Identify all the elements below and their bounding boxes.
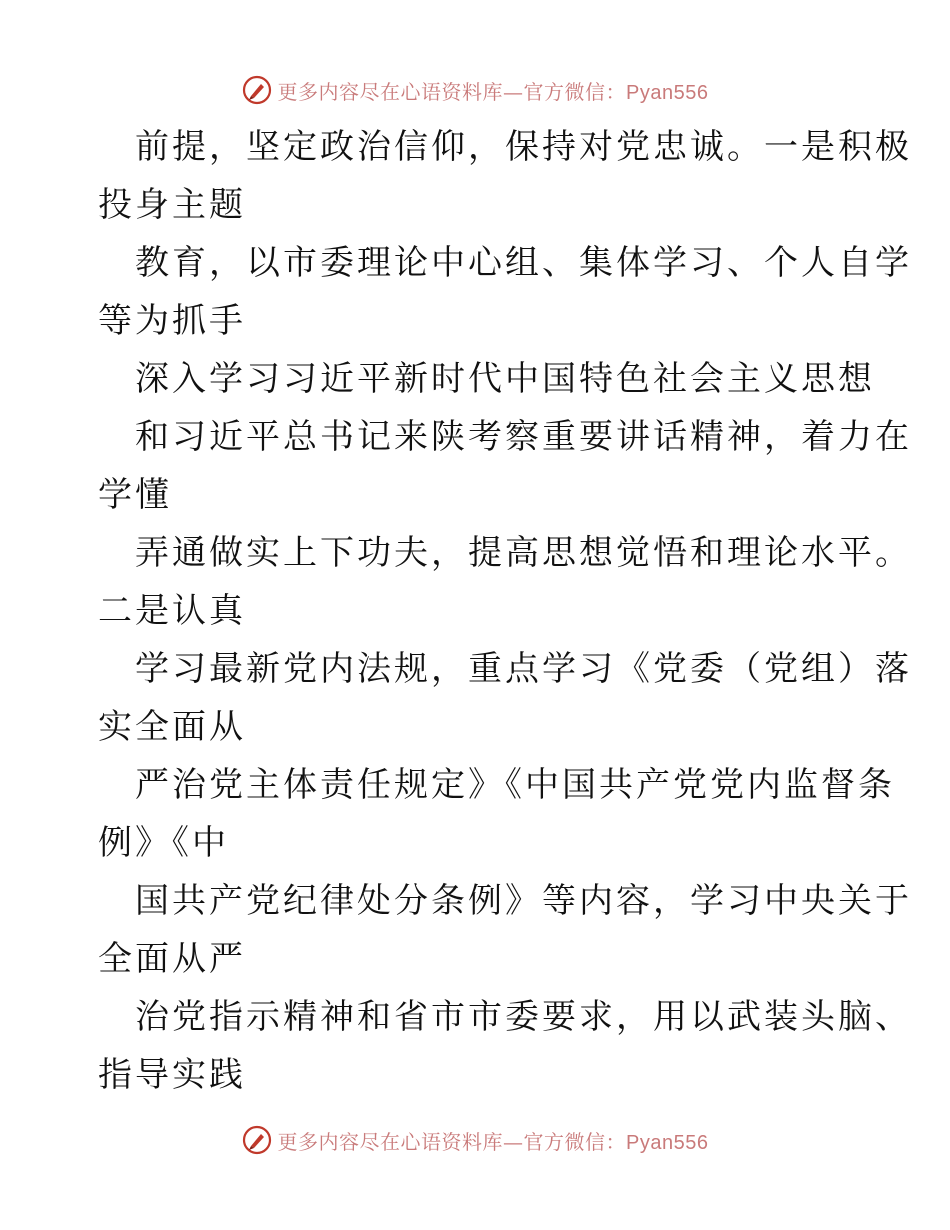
text-line: 例》《中	[98, 823, 229, 863]
text-line: 二是认真	[98, 591, 246, 631]
wechat-id: Pyan556	[626, 81, 709, 104]
watermark-text: 更多内容尽在心语资料库—官方微信：Pyan556	[277, 79, 709, 104]
wechat-id: Pyan556	[626, 1131, 709, 1154]
document-body	[98, 118, 912, 1104]
watermark-text: 更多内容尽在心语资料库—官方微信：Pyan556	[277, 1129, 709, 1154]
text-line: 弄通做实上下功夫，提高思想觉悟和理论水平。	[135, 533, 912, 573]
text-line: 深入学习习近平新时代中国特色社会主义思想	[135, 359, 875, 399]
text-line: 指导实践	[98, 1055, 246, 1095]
text-line: 投身主题	[98, 185, 246, 225]
text-line: 治党指示精神和省市市委要求，用以武装头脑、	[135, 997, 912, 1037]
text-line: 前提，坚定政治信仰，保持对党忠诚。一是积极	[135, 127, 912, 167]
text-line: 教育，以市委理论中心组、集体学习、个人自学	[135, 243, 912, 283]
text-line: 国共产党纪律处分条例》等内容，学习中央关于	[135, 881, 912, 921]
text-line: 学习最新党内法规，重点学习《党委（党组）落	[135, 649, 912, 689]
pen-logo-icon	[242, 75, 272, 105]
pen-logo-icon	[242, 1125, 272, 1155]
text-line: 等为抓手	[98, 301, 246, 341]
text-line: 严治党主体责任规定》《中国共产党党内监督条	[135, 765, 895, 805]
text-line: 实全面从	[98, 707, 246, 747]
text-line: 全面从严	[98, 939, 246, 979]
watermark-header	[0, 70, 950, 110]
text-line: 学懂	[98, 475, 172, 515]
text-line: 和习近平总书记来陕考察重要讲话精神，着力在	[135, 417, 912, 457]
watermark-footer	[0, 1120, 950, 1160]
